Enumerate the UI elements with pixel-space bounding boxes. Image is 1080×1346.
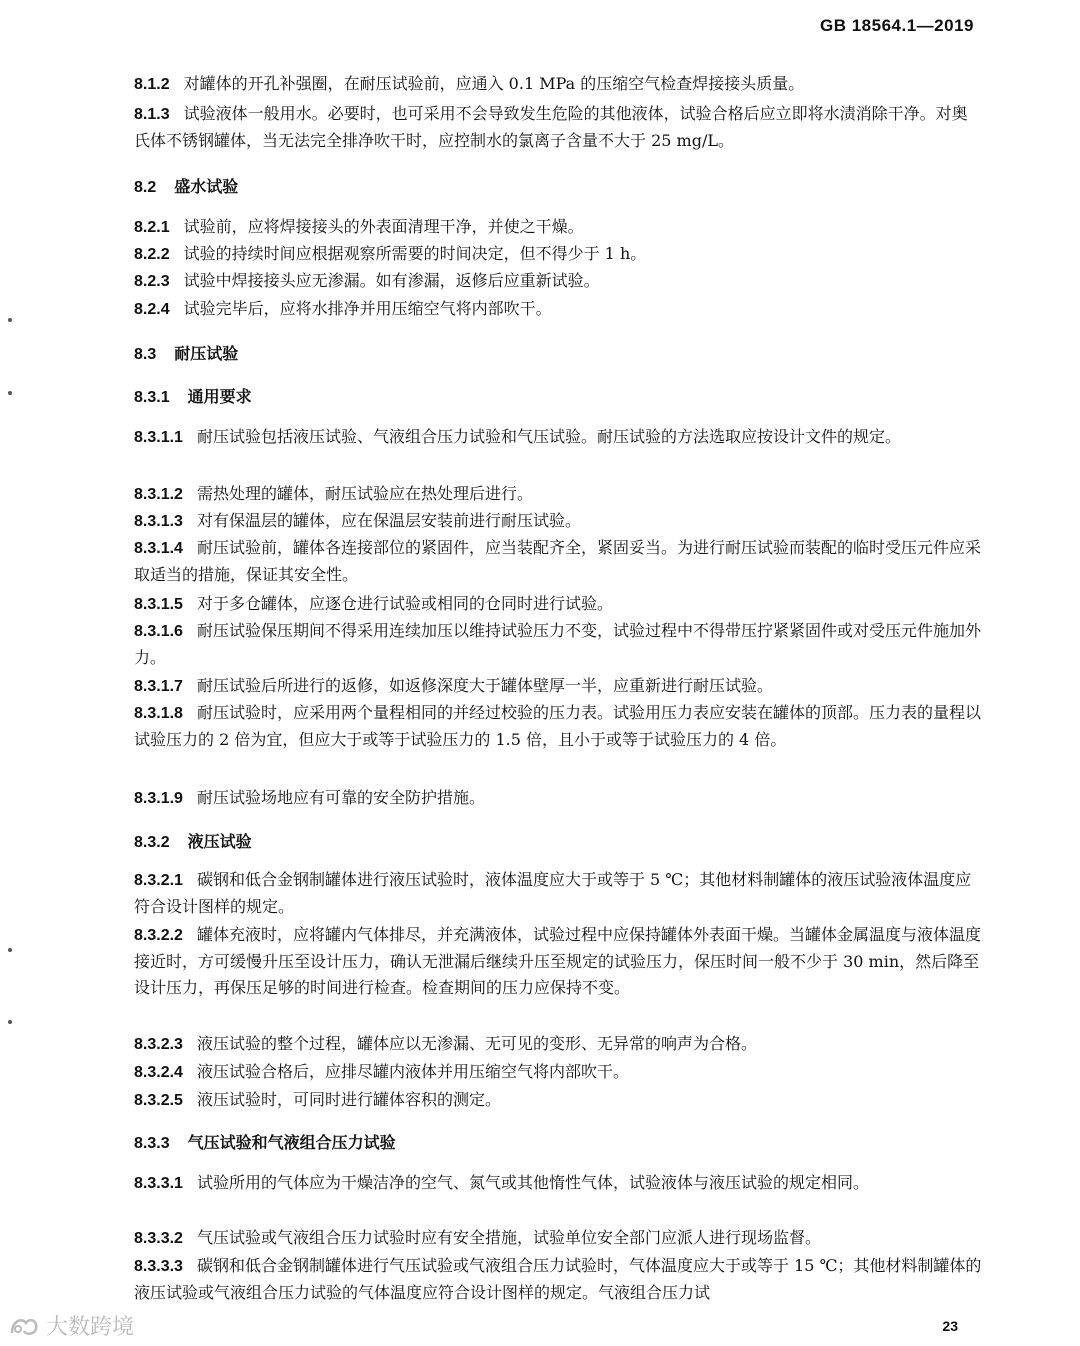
clause-number: 8.3.3.3 [134,1258,183,1275]
clause-text: 碳钢和低合金钢制罐体进行气压试验或气液组合压力试验时，气体温度应大于或等于 15 ℃；其他材料制罐体的液压试验或气液组合压力试验的气体温度应符合设计图样的规定。气液组合压力试 [134,1256,982,1302]
clause [134,481,982,508]
watermark-text: 大数跨境 [46,1315,135,1340]
section-title: 通用要求 [187,387,252,406]
section-heading [134,341,982,368]
clause-number: 8.3.1.6 [134,623,183,640]
subsection-heading [134,1130,982,1157]
section-number: 8.3 [134,346,157,363]
subsection-heading [134,829,982,856]
clause [134,1225,982,1252]
clause-text: 罐体充液时，应将罐内气体排尽，并充满液体，试验过程中应保持罐体外表面干燥。当罐体金属温度与液体温度接近时，方可缓慢升压至设计压力，确认无泄漏后继续升压至规定的试验压力，保压时间一般不少于 30 min，然后降至设计压力，再保压足够的时间进行检查。检查期间的压力应保持不变。 [134,925,981,997]
clause [134,1087,982,1114]
scan-mark [8,1020,12,1024]
subsection-heading [134,384,982,411]
clause-text: 对罐体的开孔补强圈，在耐压试验前，应通入 0.1 MPa 的压缩空气检查焊接接头质量。 [183,74,805,93]
clause-number: 8.1.2 [134,76,170,93]
section-title: 液压试验 [187,832,252,851]
clause [134,71,982,98]
clause [134,922,982,1001]
clause-number: 8.3.1.5 [134,596,183,613]
scan-mark [8,318,12,322]
clause [134,1031,982,1058]
clause [134,1253,982,1306]
clause-text: 试验所用的气体应为干燥洁净的空气、氮气或其他惰性气体，试验液体与液压试验的规定相同。 [196,1173,869,1192]
clause-number: 8.3.1.4 [134,540,183,557]
clause-text: 气压试验或气液组合压力试验时应有安全措施，试验单位安全部门应派人进行现场监督。 [196,1228,821,1247]
clause-text: 液压试验的整个过程，罐体应以无渗漏、无可见的变形、无异常的响声为合格。 [196,1034,757,1053]
clause [134,268,982,295]
clause [134,241,982,268]
clause-number: 8.3.1.7 [134,678,183,695]
standard-code: GB 18564.1—2019 [820,16,974,35]
clause-text: 试验的持续时间应根据观察所需要的时间决定，但不得少于 1 h。 [183,244,647,263]
clause-number: 8.2.3 [134,273,170,290]
section-title: 气压试验和气液组合压力试验 [187,1133,396,1152]
clause-number: 8.1.3 [134,106,170,123]
clause-text: 耐压试验时，应采用两个量程相同的并经过校验的压力表。试验用压力表应安装在罐体的顶部。压力表的量程以试验压力的 2 倍为宜，但应大于或等于试验压力的 1.5 倍，且小于或等于试验压力的 4 倍。 [134,703,981,749]
clause [134,508,982,535]
clause [134,700,982,753]
clause-text: 试验前，应将焊接接头的外表面清理干净，并使之干燥。 [183,217,584,236]
clause-number: 8.3.3.1 [134,1175,183,1192]
scan-mark [8,948,12,952]
scan-mark [8,391,12,395]
clause [134,867,982,920]
section-number: 8.3.2 [134,834,170,851]
section-heading [134,174,982,201]
clause-number: 8.3.1.3 [134,513,183,530]
clause-number: 8.3.2.5 [134,1092,183,1109]
clause-text: 试验完毕后，应将水排净并用压缩空气将内部吹干。 [183,299,552,318]
section-title: 耐压试验 [174,344,239,363]
clause-number: 8.3.2.4 [134,1064,183,1081]
clause [134,785,982,812]
clause-text: 耐压试验场地应有可靠的安全防护措施。 [196,788,485,807]
clause [134,673,982,700]
clause-text: 液压试验时，可同时进行罐体容积的测定。 [196,1090,501,1109]
clause [134,424,982,451]
clause-number: 8.2.4 [134,301,170,318]
clause-text: 耐压试验前，罐体各连接部位的紧固件，应当装配齐全，紧固妥当。为进行耐压试验而装配的临时受压元件应采取适当的措施，保证其安全性。 [134,538,981,584]
clause-number: 8.2.2 [134,246,170,263]
clause-text: 耐压试验后所进行的返修，如返修深度大于罐体壁厚一半，应重新进行耐压试验。 [196,676,773,695]
clause [134,618,982,671]
clause-text: 对有保温层的罐体，应在保温层安装前进行耐压试验。 [196,511,581,530]
clause-number: 8.3.1.1 [134,429,183,446]
clause-text: 耐压试验包括液压试验、气液组合压力试验和气压试验。耐压试验的方法选取应按设计文件的规定。 [196,427,901,446]
clause [134,1059,982,1086]
clause-number: 8.3.2.1 [134,872,183,889]
clause-text: 液压试验合格后，应排尽罐内液体并用压缩空气将内部吹干。 [196,1062,629,1081]
watermark [8,1310,134,1341]
clause [134,101,982,154]
clause-number: 8.3.2.3 [134,1036,183,1053]
clause-number: 8.3.2.2 [134,927,183,944]
clause-text: 试验液体一般用水。必要时，也可采用不会导致发生危险的其他液体，试验合格后应立即将水渍消除干净。对奥氏体不锈钢罐体，当无法完全排净吹干时，应控制水的氯离子含量不大于 25 mg/L。 [134,104,968,150]
clause-number: 8.3.3.2 [134,1230,183,1247]
clause [134,535,982,588]
clause [134,296,982,323]
clause-text: 对于多仓罐体，应逐仓进行试验或相同的仓同时进行试验。 [196,594,613,613]
clause-text: 需热处理的罐体，耐压试验应在热处理后进行。 [196,484,533,503]
clause-number: 8.2.1 [134,219,170,236]
clause [134,591,982,618]
clause-text: 耐压试验保压期间不得采用连续加压以维持试验压力不变，试验过程中不得带压拧紧紧固件或对受压元件施加外力。 [134,621,981,667]
section-number: 8.3.3 [134,1135,170,1152]
clause-number: 8.3.1.8 [134,705,183,722]
clause-number: 8.3.1.9 [134,790,183,807]
clause-text: 碳钢和低合金钢制罐体进行液压试验时，液体温度应大于或等于 5 ℃；其他材料制罐体的液压试验液体温度应符合设计图样的规定。 [134,870,972,916]
clause-text: 试验中焊接接头应无渗漏。如有渗漏，返修后应重新试验。 [183,271,600,290]
watermark-logo-icon [8,1313,42,1339]
clause [134,1170,982,1197]
section-number: 8.2 [134,179,157,196]
clause [134,214,982,241]
clause-number: 8.3.1.2 [134,486,183,503]
section-title: 盛水试验 [174,177,239,196]
section-number: 8.3.1 [134,389,170,406]
page-number: 23 [942,1318,958,1334]
